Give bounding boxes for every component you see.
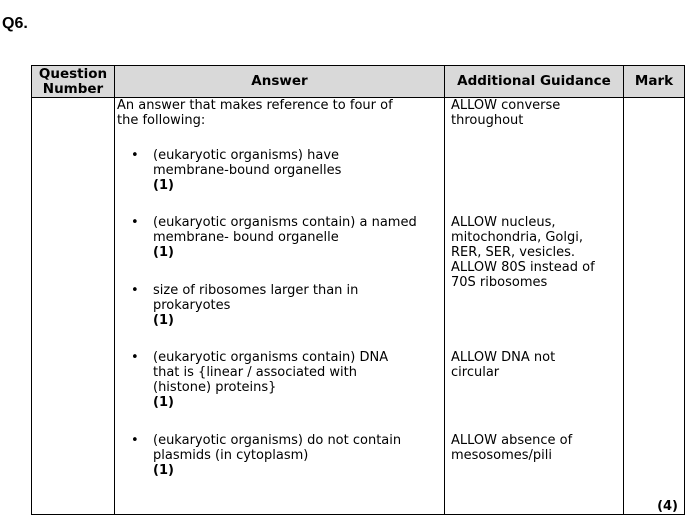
header-question-number: Question Number: [32, 66, 115, 98]
question-label: Q6.: [2, 15, 28, 32]
bullet-icon: •: [131, 148, 139, 163]
guidance-cell: [445, 98, 624, 515]
answer-row: [32, 98, 685, 515]
header-guidance: Additional Guidance: [445, 66, 624, 98]
mark-scheme-table: [31, 65, 685, 515]
header-answer: Answer: [115, 66, 445, 98]
header-mark: Mark: [624, 66, 685, 98]
guidance-converse: ALLOW converse throughout: [451, 98, 561, 128]
answer-cell: An answer that makes reference to four of the following: • (eukaryotic organisms) have membrane-bound organelles (1) • (eukaryotic organisms contain) a named membrane- bound organelle (1) • size of ribosomes larger than in prokaryotes (1) • (eukaryotic organisms contain) DNA that is {linear / associated with (histone) proteins} (1) • (eukaryotic organisms) do not contain plasmids (in cytoplasm) (1): [115, 98, 445, 515]
mark-cell: [624, 98, 685, 515]
guidance-organelles: ALLOW nucleus, mitochondria, Golgi, RER, SER, vesicles. ALLOW 80S instead of 70S ribosomes: [451, 215, 595, 290]
question-number-cell: [32, 98, 115, 515]
bullet-icon: •: [131, 350, 139, 365]
answer-intro: An answer that makes reference to four of the following:: [117, 98, 393, 128]
bullet-icon: •: [131, 283, 139, 298]
bullet-icon: •: [131, 215, 139, 230]
guidance-dna: ALLOW DNA not circular: [451, 350, 556, 380]
header-row: [32, 66, 685, 98]
bullet-icon: •: [131, 433, 139, 448]
guidance-mesosomes: ALLOW absence of mesosomes/pili: [451, 433, 573, 463]
total-mark: (4): [657, 499, 678, 514]
